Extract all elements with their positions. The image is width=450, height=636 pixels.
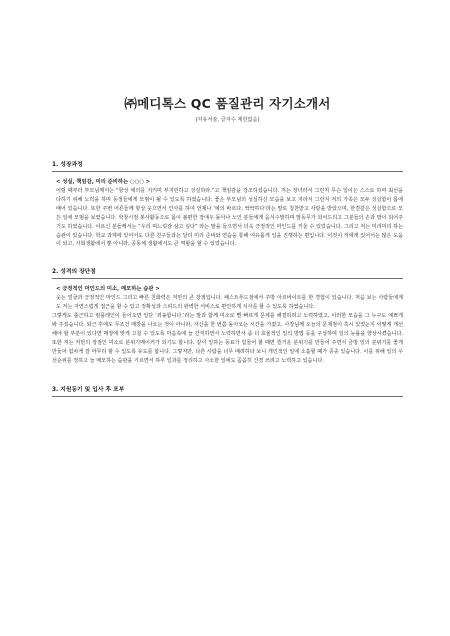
section-heading-personality: 2. 성격의 장단점 [52, 268, 403, 279]
document-title: ㈜메디톡스 QC 품질관리 자기소개서 [124, 96, 331, 111]
document-subtitle: (자유서술, 글자수 제한없음) [195, 117, 260, 123]
section-paragraph: 웃는 얼굴과 긍정적인 마인드 그리고 빠른 친화력은 저만의 큰 장점입니다. 패스트푸드점에서 주방 아르바이트를 한 경험이 있습니다. 처음 보는 사람들에게도 저는 자연스럽게 접근을 할 수 있고 정확성과 스피드의 완벽한 서비스로 편안하게 식사를 할 수 있도록 하였습니다. [56, 295, 403, 311]
section-paragraph: 그렇게도 출근하고 컴플레인이 들어오면 일단 ‘죄송합니다.’라는 말과 함께 미소로 빨 빠르게 문제를 해결하려고 노력하였고, 이러한 모습을 그 누구도 예쁘게 봐 주셨습니다. 퇴근 후에도 무조건 매장을 나오는 것이 아니라, 자신을 한 번쯤 돌아오는 시간을 가졌고, 사장님께 오늘의 문제점이 혹시 있었는지 어떻게 개선해야 할 부분이 있다면 매장에 맞게 고칠 수 있도록 마음속에 늘 간직하면서 노력하면서 좀 더 효율적인 일의 방법 등을 구상하며 일의 능률을 향상시켰습니다. 또한 저는 저만의 장점인 미소로 분위기메이커가 되기도 합니다. 같이 일하는 동료가 힘들어 할 때면 즐거운 분위기를 만들어 주면서 금방 일의 분위기를 좋게 만들어 힘차게 잘 마무리 할 수 있도록 유도를 합니다. 그렇지만, 다른 사람을 너무 배려하다 보니 개인적인 일에 소홀할 때가 종종 있습니다. 이를 위해 일의 우선순위를 정하고 늘 메모하는 습관을 기르면서 하루 일과를 정리하고 사소한 일에도 꼼꼼히 신경 쓰려고 노력하고 있습니다. [52, 313, 403, 364]
section-paragraph: 어릴 때부터 부모님께서는 “항상 예의를 지키며 부지런하고 성실하라.”고 책임감을 강조하셨습니다. 저는 장녀라서 그런지 무슨 일이든 스스로 하며 최선을 다하기 위해 노력을 하며 동생들에게 모범이 될 수 있도록 하였습니다. 좋은 부모님의 성실하신 모습을 보고 자라서 그런지 저의 가족은 모두 성실함이 몸에 배어 있습니다. 또한 주변 어른들께 항상 웃으면서 인사를 하여 언제나 ‘예의 바르다, 싹싹하다’라는 말로 칭찬받고 사랑을 받았으며, 한결같은 성실함으로 모든 일에 모범을 보였습니다. 학창시절 봉사활동으로 몸이 불편한 장애우 돌아나 노인 분들에게 음식수발하며 말동무가 되어드리고 그분들의 손과 발이 되어주기도 하였습니다. 어르신 분들께서는 “우리 며느릿감 삼고 싶다” 라는 말을 들으면서 더욱 긍정적인 마인드를 키울 수 있었습니다. 그리고 저는 미리미리 하는 습관이 있습니다. 학교 과제에 있어서도 다른 친구들과는 달리 미리 준비와 연습을 통해 여유롭게 일을 진행하는 편입니다. 이것이 저에게 있어서는 많은 도움이 되고, 사회생활에서 뿐 아니라, 공동체 생활에서도 큰 역할을 할 수 있었습니다. [56, 188, 403, 248]
section-quote-growth: < 성실, 책임감, 미리 준비하는 ○○○ > [56, 179, 151, 185]
section-heading-motivation: 3. 지원동기 및 입사 후 포부 [52, 386, 403, 397]
section-quote-personality: < 긍정적인 마인드의 미소, 메모하는 습관 > [56, 286, 160, 293]
section-heading-growth: 1. 성장과정 [52, 161, 403, 172]
